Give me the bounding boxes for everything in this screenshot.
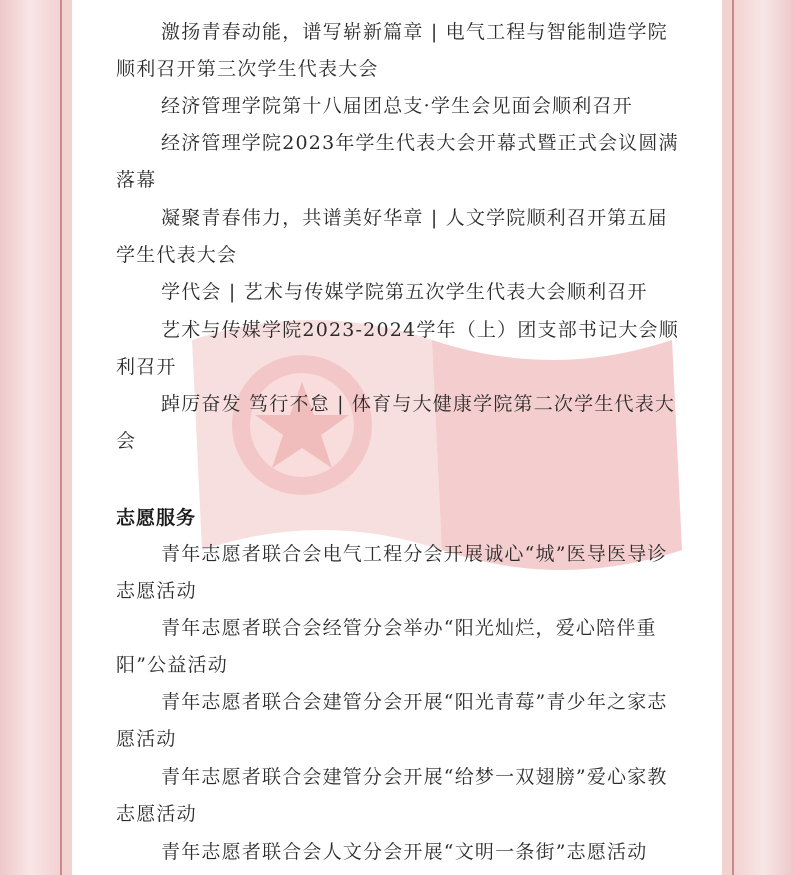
- list-item: 经济管理学院2023年学生代表大会开幕式暨正式会议圆满落幕: [116, 132, 679, 191]
- list-item: 青年志愿者联合会经管分会举办“阳光灿烂，爱心陪伴重阳”公益活动: [116, 617, 657, 676]
- list-item: 艺术与传媒学院2023-2024学年（上）团支部书记大会顺利召开: [116, 319, 679, 378]
- list-item: 青年志愿者联合会电气工程分会开展诚心“城”医导医导诊志愿活动: [116, 543, 668, 602]
- list-item: 青年志愿者联合会建管分会开展“给梦一双翅膀”爱心家教志愿活动: [116, 766, 668, 825]
- list-item: 青年志愿者联合会建管分会开展“阳光青莓”青少年之家志愿活动: [116, 691, 668, 750]
- list-item: 凝聚青春伟力，共谱美好华章 | 人文学院顺利召开第五届学生代表大会: [116, 207, 668, 266]
- list-item: 踔厉奋发 笃行不怠 | 体育与大健康学院第二次学生代表大会: [116, 393, 676, 452]
- left-border-line: [60, 0, 62, 875]
- section-title-volunteer-service: 志愿服务: [116, 507, 197, 529]
- list-item: 激扬青春动能，谱写崭新篇章 | 电气工程与智能制造学院顺利召开第三次学生代表大会: [116, 21, 668, 80]
- document-page: [72, 0, 722, 875]
- list-item: 青年志愿者联合会人文分会开展“文明一条街”志愿活动: [161, 841, 648, 863]
- list-item: 学代会 | 艺术与传媒学院第五次学生代表大会顺利召开: [161, 281, 648, 303]
- right-border-line: [732, 0, 734, 875]
- list-item: 经济管理学院第十八届团总支·学生会见面会顺利召开: [161, 95, 633, 117]
